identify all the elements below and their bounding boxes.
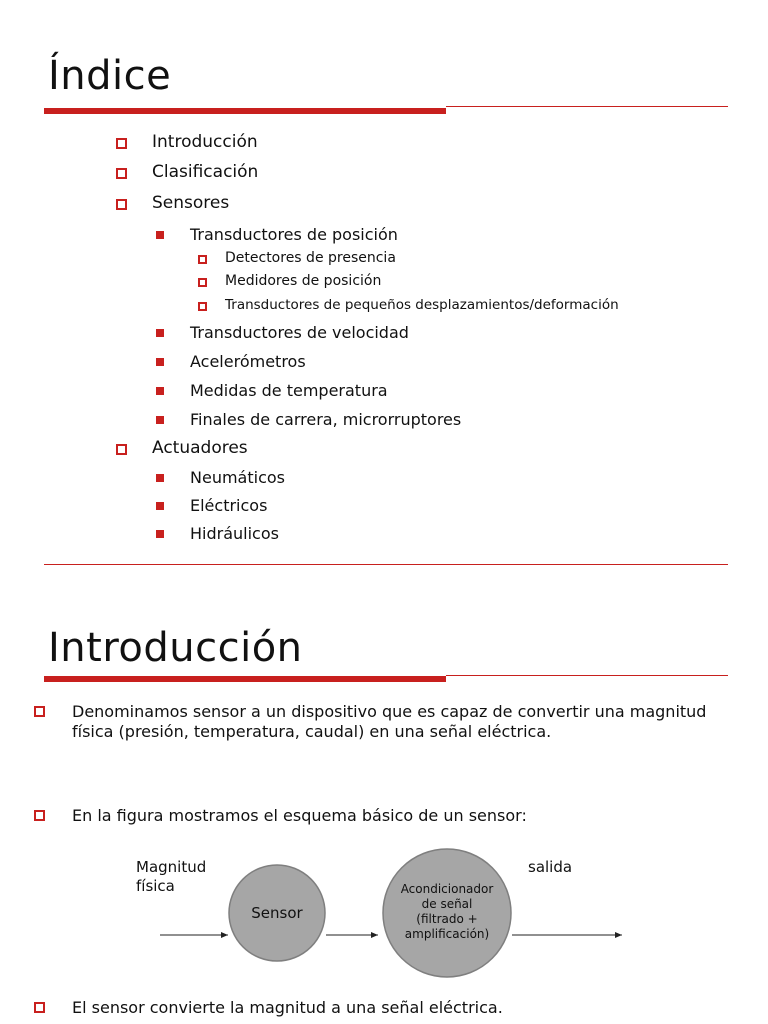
filled-square-bullet-icon (156, 530, 164, 538)
filled-square-bullet-icon (156, 358, 164, 366)
hollow-square-bullet-icon (116, 199, 127, 210)
filled-square-bullet-icon (156, 416, 164, 424)
toc-subsubitem: Medidores de posición (198, 273, 381, 289)
sensor-label: Sensor (251, 904, 303, 922)
filled-square-bullet-icon (156, 387, 164, 395)
toc-subitem: Transductores de posición (156, 225, 398, 244)
title-underline-thick (44, 108, 446, 114)
sensor-diagram (0, 590, 768, 1024)
filled-square-bullet-icon (156, 474, 164, 482)
filled-square-bullet-icon (156, 502, 164, 510)
page-title: Introducción (48, 625, 303, 671)
page-title: Índice (48, 53, 172, 99)
slide-introduccion (0, 590, 768, 1024)
toc-subitem: Eléctricos (156, 496, 267, 515)
hollow-square-bullet-icon (116, 138, 127, 149)
conditioner-label: Acondicionador de señal (filtrado + amplificación) (400, 882, 494, 941)
figure-intro-paragraph: En la figura mostramos el esquema básico de un sensor: (34, 806, 734, 826)
filled-square-bullet-icon (156, 329, 164, 337)
toc-subsubitem: Transductores de pequeños desplazamientos/deformación (198, 297, 619, 313)
toc-item-sensores: Sensores (116, 193, 229, 213)
hollow-square-bullet-icon (116, 444, 127, 455)
toc-subitem: Medidas de temperatura (156, 381, 388, 400)
hollow-square-bullet-icon (198, 255, 207, 264)
toc-item-clasificacion: Clasificación (116, 162, 258, 182)
hollow-square-bullet-icon (116, 168, 127, 179)
toc-item-introduccion: Introducción (116, 132, 258, 152)
toc-subitem: Neumáticos (156, 468, 285, 487)
toc-item-actuadores: Actuadores (116, 438, 248, 458)
input-label: Magnitud física (136, 858, 207, 895)
slide-bottom-rule (44, 564, 728, 565)
hollow-square-bullet-icon (198, 278, 207, 287)
intro-paragraph: Denominamos sensor a un dispositivo que es capaz de convertir una magnitud física (presión, temperatura, caudal) en una señal eléctrica. (34, 702, 734, 742)
title-underline-thin (446, 106, 728, 107)
toc-subitem: Hidráulicos (156, 524, 279, 543)
toc-subitem: Acelerómetros (156, 352, 306, 371)
hollow-square-bullet-icon (198, 302, 207, 311)
toc-subitem: Finales de carrera, microrruptores (156, 410, 461, 429)
toc-subsubitem: Detectores de presencia (198, 250, 396, 266)
conclusion-paragraph: El sensor convierte la magnitud a una señal eléctrica. (34, 998, 734, 1018)
hollow-square-bullet-icon (34, 1002, 45, 1013)
output-label: salida (528, 858, 573, 876)
filled-square-bullet-icon (156, 231, 164, 239)
toc-subitem: Transductores de velocidad (156, 323, 409, 342)
